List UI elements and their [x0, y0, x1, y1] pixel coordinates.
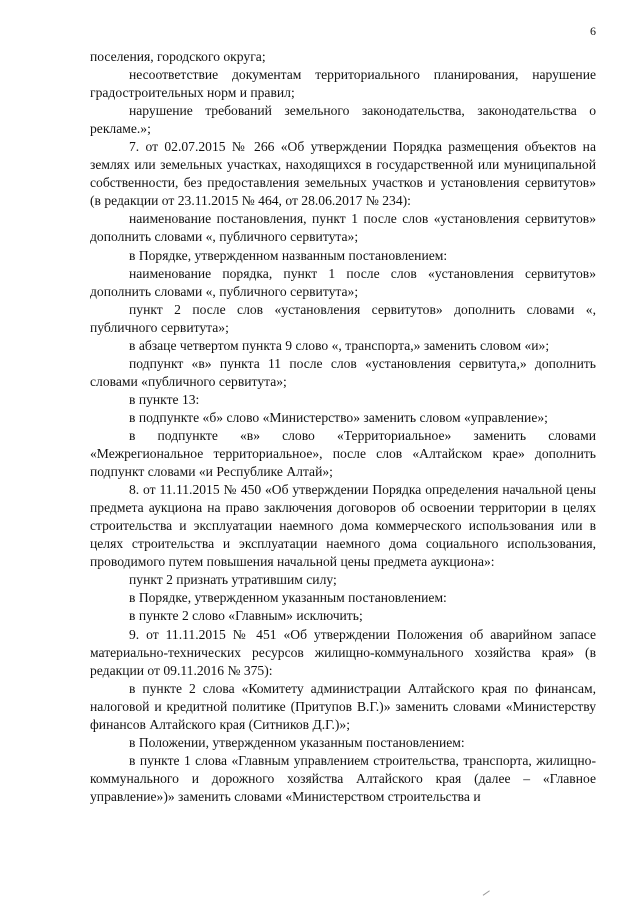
- paragraph: наименование порядка, пункт 1 после слов «установления сервитутов» дополнить словами «, публичного сервитута»;: [90, 265, 596, 299]
- paragraph: в абзаце четвертом пункта 9 слово «, транспорта,» заменить словом «и»;: [129, 337, 550, 353]
- paragraph: в пункте 2 слова «Комитету администрации Алтайского края по финансам, налоговой и кредитной политике (Притупов В.Г.)» заменить словами «Министерству финансов Алтайского края (Ситников Д.Г.)»;: [90, 680, 596, 732]
- paragraph: поселения, городского округа;: [90, 49, 266, 64]
- paragraph: в пункте 2 слово «Главным» исключить;: [129, 608, 363, 624]
- document-body: [90, 48, 596, 806]
- paragraph: 9. от 11.11.2015 № 451 «Об утверждении Положения об аварийном запасе материально-технических ресурсов жилищно-коммунального хозяйства края» (в редакции от 09.11.2016 № 375):: [90, 626, 596, 678]
- page-number: 6: [590, 24, 596, 38]
- paragraph: в Положении, утвержденном указанным постановлением:: [129, 734, 465, 750]
- paragraph: наименование постановления, пункт 1 после слов «установления сервитутов» дополнить словами «, публичного сервитута»;: [90, 211, 596, 245]
- paragraph: пункт 2 после слов «установления сервитутов» дополнить словами «, публичного сервитута»;: [90, 301, 596, 335]
- paragraph: нарушение требований земельного законодательства, законодательства о рекламе.»;: [90, 103, 596, 137]
- paragraph: в подпункте «в» слово «Территориальное» заменить словами «Межрегиональное территориальное», после слов «Алтайском крае» дополнить подпункт словами «и Республике Алтай»;: [90, 427, 596, 480]
- paragraph: в Порядке, утвержденном указанным постановлением:: [129, 590, 447, 606]
- paragraph: пункт 2 признать утратившим силу;: [129, 572, 337, 588]
- paragraph: подпункт «в» пункта 11 после слов «установления сервитута,» дополнить словами «публичного сервитута»;: [90, 355, 596, 389]
- paragraph: в Порядке, утвержденном названным постановлением:: [129, 247, 448, 263]
- paragraph: несоответствие документам территориального планирования, нарушение градостроительных норм и правил;: [90, 67, 596, 101]
- paragraph: 8. от 11.11.2015 № 450 «Об утверждении Порядка определения начальной цены предмета аукциона на право заключения договоров об освоении территории в целях строительства и эксплуатации наемного дома коммерческого использования или в целях строительства и эксплуатации наемного дома социального использования, проводимого путем повышения начальной цены предмета аукциона»:: [90, 482, 596, 570]
- paragraph: в пункте 1 слова «Главным управлением строительства, транспорта, жилищно-коммунального и дорожного хозяйства Алтайского края (далее – «Главное управление»)» заменить словами «Министерством строительства и: [90, 752, 596, 804]
- paragraph: 7. от 02.07.2015 № 266 «Об утверждении Порядка размещения объектов на землях или земельных участках, находящихся в государственной или муниципальной собственности, без предоставления земельных участков и установления сервитутов» (в редакции от 23.11.2015 № 464, от 28.06.2017 № 234):: [90, 139, 596, 209]
- paragraph: в пункте 13:: [129, 391, 200, 407]
- scan-mark: [483, 890, 494, 900]
- paragraph: в подпункте «б» слово «Министерство» заменить словом «управление»;: [129, 409, 548, 425]
